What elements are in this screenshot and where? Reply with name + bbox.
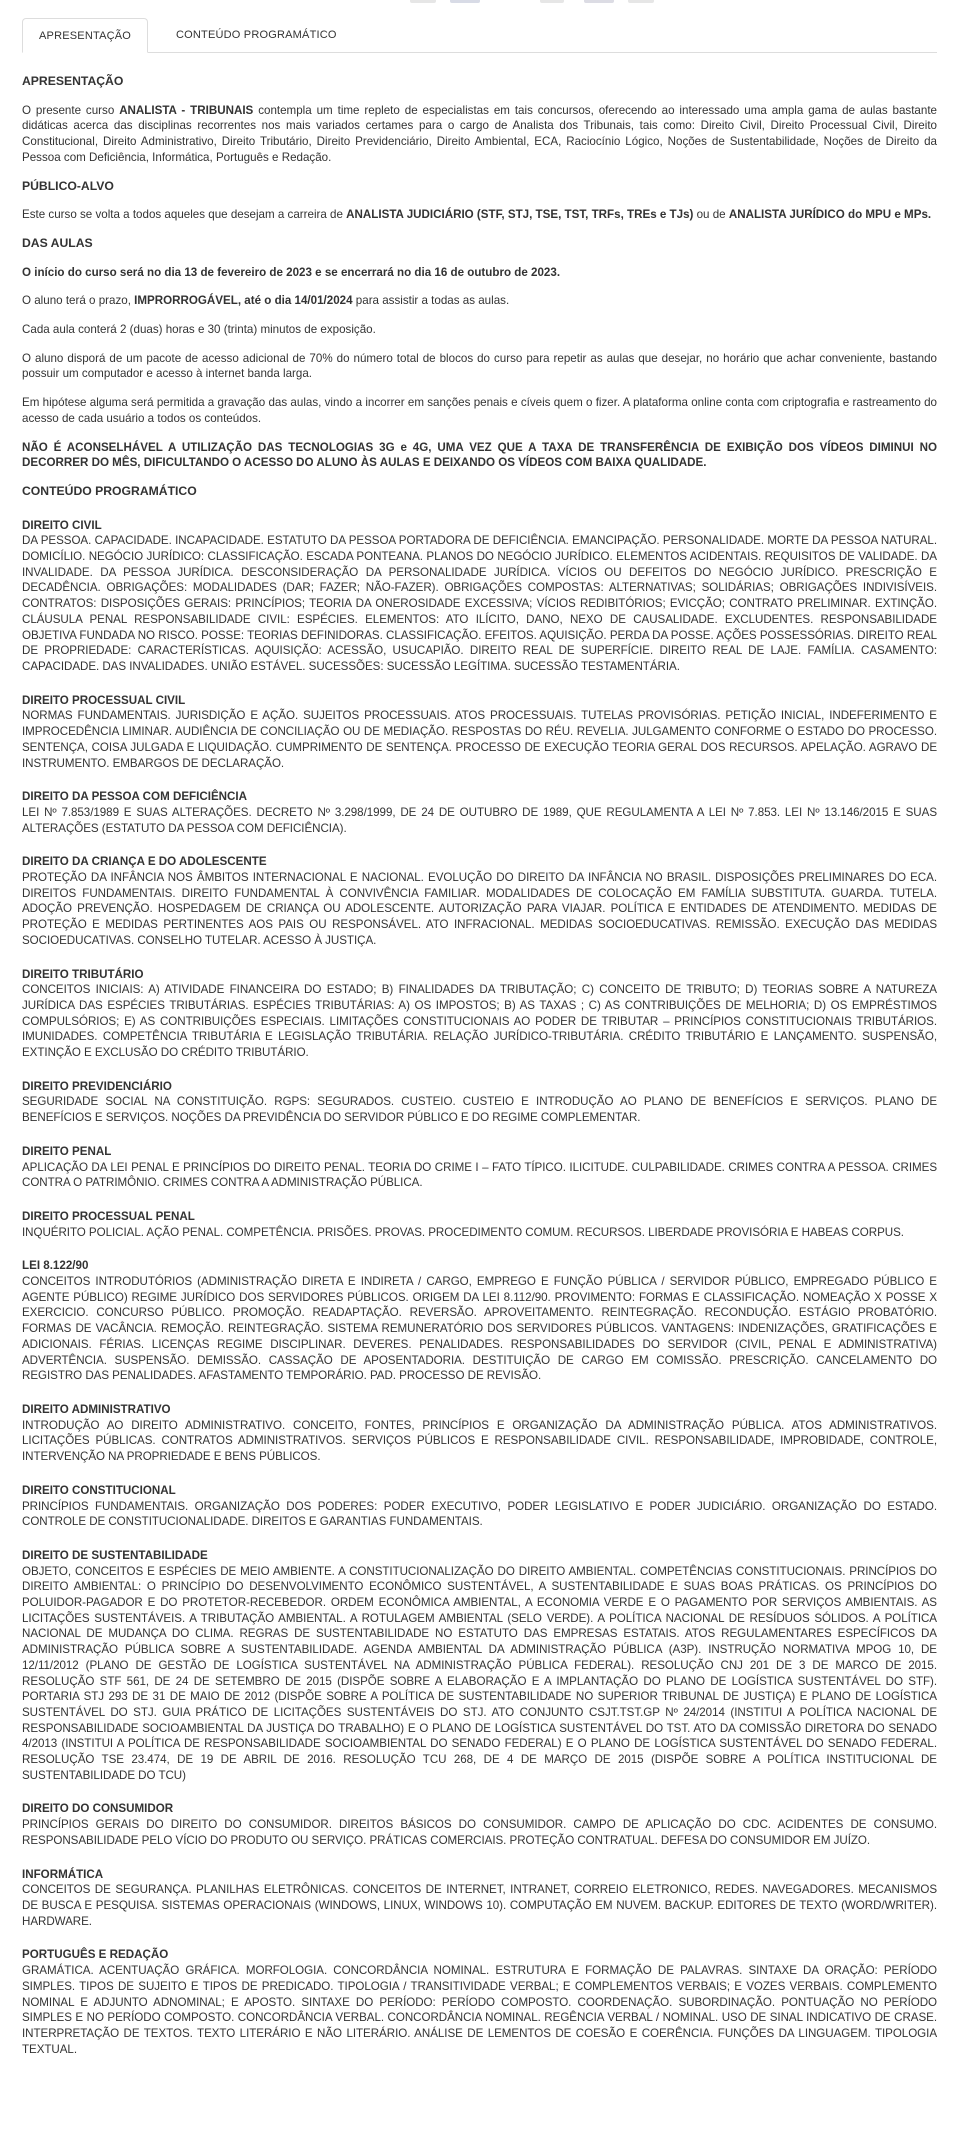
topic-body: OBJETO, CONCEITOS E ESPÉCIES DE MEIO AMBIENTE. A CONSTITUCIONALIZAÇÃO DO DIREITO AMBIENTAL. COMPETÊNCIAS CONSTITUCIONAIS. PRINCÍPIOS DO DIREITO AMBIENTAL: O PRINCÍPIO DO DESENVOLVIMENTO ECONÔMICO SUSTENTÁVEL, A SUSTENTABILIDADE E SUAS BOAS PRÁTICAS. OS PRINCÍPIOS DO POLUIDOR-PAGADOR E DO PROTETOR-RECEBEDOR. ORDEM ECONÔMICA AMBIENTAL, A ECONOMIA VERDE E O PAGAMENTO POR SERVIÇOS AMBIENTAIS. AS LICITAÇÕES SUSTENTÁVEIS. A TRIBUTAÇÃO AMBIENTAL. A ROTULAGEM AMBIENTAL (SELO VERDE). A POLÍTICA NACIONAL DE RESÍDUOS SÓLIDOS. A POLÍTICA NACIONAL DE MUDANÇA DO CLIMA. REGRAS DE SUSTENTABILIDADE NO ESTATUTO DAS EMPRESAS ESTATAIS. ATOS REGULAMENTARES ESPECÍFICOS DA ADMINISTRAÇÃO PÚBLICA SOBRE A SUSTENTABILIDADE. AGENDA AMBIENTAL DA ADMINISTRAÇÃO PÚBLICA (A3P). INSTRUÇÃO NORMATIVA MPOG 10, DE 12/11/2012 (PLANO DE GESTÃO DE LOGÍSTICA SUSTENTÁVEL NA ADMINISTRAÇÃO PÚBLICA FEDERAL). RESOLUÇÃO CNJ 201 DE 3 DE MARCO DE 2015. RESOLUÇÃO STF 561, DE 24 DE SETEMBRO DE 2015 (DISPÕE SOBRE A ELABORAÇÃO E A IMPLANTAÇÃO DO PLANO DE LOGÍSTICA SUSTENTÁVEL DO STF). PORTARIA STJ 293 DE 31 DE MAIO DE 2012 (DISPÕE SOBRE A POLÍTICA DE SUSTENTABILIDADE NO SUPERIOR TRIBUNAL DE JUSTIÇA) E PLANO DE LOGÍSTICA SUSTENTÁVEL DO STJ. GUIA PRÁTICO DE LICITAÇÕES SUSTENTÁVEIS DO STJ. ATO CONJUNTO CSJT.TST.GP Nº 24/2014 (INSTITUI A POLÍTICA NACIONAL DE RESPONSABILIDADE SOCIOAMBIENTAL DA JUSTIÇA DO TRABALHO) E O PLANO DE LOGÍSTICA SUSTENTÁVEL DO TST. ATO DA COMISSÃO DIRETORA DO SENADO 4/2013 (INSTITUI A POLÍTICA DE RESPONSABILIDADE SOCIOAMBIENTAL DO SENADO FEDERAL) E O PLANO DE LOGÍSTICA SUSTENTÁVEL DO SENADO FEDERAL. RESOLUÇÃO TSE 23.474, DE 19 DE ABRIL DE 2016. RESOLUÇÃO TCU 268, DE 4 DE MARÇO DE 2015 (DISPÕE SOBRE A POLÍTICA INSTITUCIONAL DE SUSTENTABILIDADE DO TCU) <box>22 1564 937 1782</box>
topic-item <box>22 1402 937 1465</box>
deadline-date: IMPRORROGÁVEL, até o dia 14/01/2024 <box>134 294 353 308</box>
topic-title: DIREITO ADMINISTRATIVO <box>22 1403 171 1416</box>
network-warning-text: NÃO É ACONSELHÁVEL A UTILIZAÇÃO DAS TECNOLOGIAS 3G e 4G, UMA VEZ QUE A TAXA DE TRANSFERÊNCIA DE EXIBIÇÃO DOS VÍDEOS DIMINUI NO DECORRER DO MÊS, DIFICULTANDO O ACESSO DO ALUNO ÀS AULAS E DEIXANDO OS VÍDEOS COM BAIXA QUALIDADE. <box>22 440 937 470</box>
decor-bar <box>410 0 436 3</box>
topic-title: DIREITO CIVIL <box>22 518 102 532</box>
topic-item <box>22 854 937 948</box>
decor-bar <box>584 0 614 3</box>
topic-item <box>22 693 937 772</box>
course-name: ANALISTA - TRIBUNAIS <box>119 103 254 117</box>
text-run: O aluno terá o prazo, <box>22 294 135 308</box>
topic-title: DIREITO PROCESSUAL PENAL <box>22 1209 195 1223</box>
topic-item <box>22 1801 937 1848</box>
tab-apresentacao[interactable]: APRESENTAÇÃO <box>22 18 148 53</box>
topic-title: DIREITO DA CRIANÇA E DO ADOLESCENTE <box>22 855 267 869</box>
topic-body: APLICAÇÃO DA LEI PENAL E PRINCÍPIOS DO DIREITO PENAL. TEORIA DO CRIME I – FATO TÍPICO. ILICITUDE. CULPABILIDADE. CRIMES CONTRA A PESSOA. CRIMES CONTRA O PATRIMÔNIO. CRIMES CONTRA A ADMINISTRAÇÃO PÚBLICA. <box>22 1160 937 1190</box>
topic-item <box>22 1867 937 1930</box>
topic-title: DIREITO PROCESSUAL CIVIL <box>22 693 186 707</box>
tab-conteudo-programatico[interactable]: CONTEÚDO PROGRAMÁTICO <box>176 29 337 41</box>
section-heading-apresentacao: APRESENTAÇÃO <box>22 74 124 88</box>
deadline-paragraph <box>22 293 937 309</box>
topic-item <box>22 789 937 836</box>
extra-access-paragraph: O aluno disporá de um pacote de acesso adicional de 70% do número total de blocos do curso para repetir as aulas que desejar, no horário que achar conveniente, bastando possuir um computador e acesso à internet banda larga. <box>22 351 937 381</box>
course-dates <box>22 265 937 281</box>
topic-title: DIREITO DA PESSOA COM DEFICIÊNCIA <box>22 790 248 804</box>
apresentacao-paragraph <box>22 103 937 166</box>
decor-bar <box>450 0 480 3</box>
topic-item <box>22 1079 937 1126</box>
topic-body: DA PESSOA. CAPACIDADE. INCAPACIDADE. ESTATUTO DA PESSOA PORTADORA DE DEFICIÊNCIA. EMANCIPAÇÃO. PERSONALIDADE. MORTE DA PESSOA NATURAL. DOMICÍLIO. NEGÓCIO JURÍDICO: CLASSIFICAÇÃO. ESCADA PONTEANA. PLANOS DO NEGÓCIO JURÍDICO. ELEMENTOS ACIDENTAIS. REQUISITOS DE VALIDADE. DA INVALIDADE. DA PESSOA JURÍDICA. DESCONSIDERAÇÃO DA PERSONALIDADE JURÍDICA. VÍCIOS OU DEFEITOS DO NEGÓCIO JURÍDICO. PRESCRIÇÃO E DECADÊNCIA. OBRIGAÇÕES: MODALIDADES (DAR; FAZER; NÃO-FAZER). OBRIGAÇÕES COMPOSTAS: ALTERNATIVAS; SOLIDÁRIAS; OBRIGAÇÕES INDIVISÍVEIS. CONTRATOS: DISPOSIÇÕES GERAIS: PRINCÍPIOS; TEORIA DA ONEROSIDADE EXCESSIVA; VÍCIOS REDIBITÓRIOS; EVICÇÃO; CONTRATO PRELIMINAR. EXTINÇÃO. CLÁUSULA PENAL RESPONSABILIDADE CIVIL: ESPÉCIES. ELEMENTOS: ATO ILÍCITO, DANO, NEXO DE CAUSALIDADE. EXCLUDENTES. RESPONSABILIDADE OBJETIVA FUNDADA NO RISCO. POSSE: TEORIAS DEFINIDORAS. CLASSIFICAÇÃO. EFEITOS. AQUISIÇÃO. PERDA DA POSSE. AÇÕES POSSESSÓRIAS. DIREITO REAL DE PROPRIEDADE: CARACTERÍSTICAS. AQUISIÇÃO: ACESSÃO, USUCAPIÃO. DIREITO REAL DE SUPERFÍCIE. DIREITO REAL DE LAJE. FAMÍLIA. CASAMENTO: CAPACIDADE. DAS INVALIDADES. UNIÃO ESTÁVEL. SUCESSÕES: SUCESSÃO LEGÍTIMA. SUCESSÃO TESTAMENTÁRIA. <box>22 534 937 673</box>
topic-body: CONCEITOS INICIAIS: A) ATIVIDADE FINANCEIRA DO ESTADO; B) FINALIDADES DA TRIBUTAÇÃO; C) CONCEITO DE TRIBUTO; D) TEORIAS SOBRE A NATUREZA JURÍDICA DAS ESPÉCIES TRIBUTÁRIAS. ESPÉCIES TRIBUTÁRIAS: A) OS IMPOSTOS; B) AS TAXAS ; C) AS CONTRIBUIÇÕES DE MELHORIA; D) OS EMPRÉSTIMOS COMPULSÓRIOS; E) AS CONTRIBUIÇÕES ESPECIAIS. LIMITAÇÕES CONSTITUCIONAIS AO PODER DE TRIBUTAR – PRINCÍPIOS CONSTITUCIONAIS TRIBUTÁRIOS. IMUNIDADES. COMPETÊNCIA TRIBUTÁRIA E LEGISLAÇÃO TRIBUTÁRIA. RELAÇÃO JURÍDICO-TRIBUTÁRIA. CRÉDITO TRIBUTÁRIO E LANÇAMENTO. SUSPENSÃO, EXTINÇÃO E EXCLUSÃO DO CRÉDITO TRIBUTÁRIO. <box>22 983 937 1060</box>
text-run: O presente curso <box>22 103 120 117</box>
topic-item <box>22 1947 937 2057</box>
topic-body: INQUÉRITO POLICIAL. AÇÃO PENAL. COMPETÊNCIA. PRISÕES. PROVAS. PROCEDIMENTO COMUM. RECURSOS. LIBERDADE PROVISÓRIA E HABEAS CORPUS. <box>22 1225 904 1239</box>
network-warning <box>22 440 937 471</box>
topic-body: CONCEITOS DE SEGURANÇA. PLANILHAS ELETRÔNICAS. CONCEITOS DE INTERNET, INTRANET, CORREIO ELETRONICO, REDES. NAVEGADORES. MECANISMOS DE BUSCA E PESQUISA. SISTEMAS OPERACIONAIS (WINDOWS, LINUX, WINDOWS 10). COMPUTAÇÃO EM NUVEM. BACKUP. EDITORES DE TEXTO (WORD/WRITER). HARDWARE. <box>22 1883 937 1928</box>
topic-body: PRINCÍPIOS GERAIS DO DIREITO DO CONSUMIDOR. DIREITOS BÁSICOS DO CONSUMIDOR. CAMPO DE APLICAÇÃO DO CDC. ACIDENTES DE CONSUMO. RESPONSABILIDADE PELO VÍCIO DO PRODUTO OU SERVIÇO. PRÁTICAS COMERCIAIS. PROTEÇÃO CONTRATUAL. DEFESA DO CONSUMIDOR EM JUÍZO. <box>22 1818 937 1847</box>
topic-title: DIREITO PREVIDENCIÁRIO <box>22 1079 172 1093</box>
top-decoration <box>0 0 959 6</box>
career-analista-judiciario: ANALISTA JUDICIÁRIO (STF, STJ, TSE, TST, TRFs, TREs e TJs) <box>346 208 694 222</box>
topic-item <box>22 1258 937 1384</box>
topic-item <box>22 1483 937 1530</box>
decor-bar <box>540 0 564 3</box>
topic-list <box>22 518 937 2058</box>
course-dates-text: O início do curso será no dia 13 de fevereiro de 2023 e se encerrará no dia 16 de outubro de 2023. <box>22 265 561 279</box>
topic-body: NORMAS FUNDAMENTAIS. JURISDIÇÃO E AÇÃO. SUJEITOS PROCESSUAIS. ATOS PROCESSUAIS. TUTELAS PROVISÓRIAS. PETIÇÃO INICIAL, INDEFERIMENTO E IMPROCEDÊNCIA LIMINAR. AUDIÊNCIA DE CONCILIAÇÃO OU DE MEDIAÇÃO. RESPOSTAS DO RÉU. REVELIA. JULGAMENTO CONFORME O ESTADO DO PROCESSO. SENTENÇA, COISA JULGADA E LIQUIDAÇÃO. CUMPRIMENTO DE SENTENÇA. PROCESSO DE EXECUÇÃO TEORIA GERAL DOS RECURSOS. APELAÇÃO. AGRAVO DE INSTRUMENTO. EMBARGOS DE DECLARAÇÃO. <box>22 709 937 770</box>
text-run: Este curso se volta a todos aqueles que desejam a carreira de <box>22 208 347 222</box>
topic-title: DIREITO CONSTITUCIONAL <box>22 1483 176 1497</box>
topic-body: INTRODUÇÃO AO DIREITO ADMINISTRATIVO. CONCEITO, FONTES, PRINCÍPIOS E ORGANIZAÇÃO DA ADMINISTRAÇÃO PÚBLICA. ATOS ADMINISTRATIVOS. LICITAÇÕES PÚBLICAS. CONTRATOS ADMINISTRATIVOS. SERVIÇOS PÚBLICOS E RESPONSABILIDADE CIVIL. RESPONSABILIDADE, IMPROBIDADE, CONTROLE, INTERVENÇÃO NA PROPRIEDADE E BENS PÚBLICOS. <box>22 1418 937 1464</box>
topic-item <box>22 1209 937 1240</box>
topic-item <box>22 967 937 1061</box>
topic-body: LEI Nº 7.853/1989 E SUAS ALTERAÇÕES. DECRETO Nº 3.298/1999, DE 24 DE OUTUBRO DE 1989, QUE REGULAMENTA A LEI Nº 7.853. LEI Nº 13.146/2015 E SUAS ALTERAÇÕES (ESTATUTO DA PESSOA COM DEFICIÊNCIA). <box>22 805 937 835</box>
section-heading-das-aulas: DAS AULAS <box>22 235 93 250</box>
text-run: ou de <box>693 208 729 222</box>
class-duration: Cada aula conterá 2 (duas) horas e 30 (trinta) minutos de exposição. <box>22 323 376 337</box>
topic-item <box>22 1548 937 1784</box>
topic-title: DIREITO DE SUSTENTABILIDADE <box>22 1548 208 1562</box>
topic-item <box>22 1144 937 1191</box>
topic-title: INFORMÁTICA <box>22 1867 104 1881</box>
decor-bar <box>628 0 654 3</box>
topic-body: PRINCÍPIOS FUNDAMENTAIS. ORGANIZAÇÃO DOS PODERES: PODER EXECUTIVO, PODER LEGISLATIVO E PODER JUDICIÁRIO. ORGANIZAÇÃO DO ESTADO. CONTROLE DE CONSTITUCIONALIDADE. DIREITOS E GARANTIAS FUNDAMENTAIS. <box>22 1499 937 1529</box>
topic-body: SEGURIDADE SOCIAL NA CONSTITUIÇÃO. RGPS: SEGURADOS. CUSTEIO. CUSTEIO E INTRODUÇÃO AO PLANO DE BENEFÍCIOS E SERVIÇOS. PLANO DE BENEFÍCIOS E SERVIÇOS. NOÇÕES DA PREVIDÊNCIA DO SERVIDOR PÚBLICO E DO REGIME COMPLEMENTAR. <box>22 1095 937 1125</box>
topic-title: PORTUGUÊS E REDAÇÃO <box>22 1948 169 1962</box>
career-analista-juridico: ANALISTA JURÍDICO do MPU e MPs. <box>728 208 932 222</box>
tab-bar <box>22 18 937 53</box>
topic-body: CONCEITOS INTRODUTÓRIOS (ADMINISTRAÇÃO DIRETA E INDIRETA / CARGO, EMPREGO E FUNÇÃO PÚBLICA / SERVIDOR PÚBLICO, EMPREGADO PÚBLICO E AGENTE PÚBLICO) REGIME JURÍDICO DOS SERVIDORES PÚBLICOS. ORIGEM DA LEI 8.112/90. PROVIMENTO: FORMAS E CLASSIFICAÇÃO. NOMEAÇÃO X POSSE X EXERCICIO. CONCURSO PÚBLICO. PROMOÇÃO. READAPTAÇÃO. REVERSÃO. APROVEITAMENTO. REINTEGRAÇÃO. RECONDUÇÃO. ESTÁGIO PROBATÓRIO. FORMAS DE VACÂNCIA. REMOÇÃO. REINTEGRAÇÃO. SISTEMA REMUNERATÓRIO DOS SERVIDORES PÚBLICOS. VANTAGENS: INDENIZAÇÕES, GRATIFICAÇÕES E ADICIONAIS. FÉRIAS. LICENÇAS REGIME DISCIPLINAR. DEVERES. PENALIDADES. RESPONSABILIDADES DO SERVIDOR (CIVIL, PENAL E ADMINISTRATIVA) ADVERTÊNCIA. SUSPENSÃO. DEMISSÃO. CASSAÇÃO DE APOSENTADORIA. DESTITUIÇÃO DE CARGO EM COMISSÃO. PRESCRIÇÃO. CANCELAMENTO DO REGISTRO DAS PENALIDADES. AFASTAMENTO TEMPORÁRIO. PAD. PROCESSO DE REVISÃO. <box>22 1275 937 1383</box>
section-heading-conteudo-programatico: CONTEÚDO PROGRAMÁTICO <box>22 483 197 498</box>
topic-body: PROTEÇÃO DA INFÂNCIA NOS ÂMBITOS INTERNACIONAL E NACIONAL. EVOLUÇÃO DO DIREITO DA INFÂNCIA NO BRASIL. DISPOSIÇÕES PRELIMINARES DO ECA. DIREITOS FUNDAMENTAIS. DIREITO FUNDAMENTAL À CONVIVÊNCIA FAMILIAR. MODALIDADES DE COLOCAÇÃO EM FAMÍLIA SUBSTITUTA. GUARDA. TUTELA. ADOÇÃO PREVENÇÃO. HOSPEDAGEM DE CRIANÇA OU ADOLESCENTE. AUTORIZAÇÃO PARA VIAJAR. POLÍTICA E ENTIDADES DE ATENDIMENTO. MEDIDAS DE PROTEÇÃO E MEDIDAS PERTINENTES AOS PAIS OU RESPONSÁVEL. ATO INFRACIONAL. MEDIDAS SOCIOEDUCATIVAS. REMISSÃO. EXECUÇÃO DAS MEDIDAS SOCIOEDUCATIVAS. CONSELHO TUTELAR. ACESSO À JUSTIÇA. <box>22 871 937 947</box>
recording-policy-paragraph: Em hipótese alguma será permitida a gravação das aulas, vindo a incorrer em sanções penais e cíveis quem o fizer. A plataforma online conta com criptografia e rastreamento do acesso de cada usuário a todos os conteúdos. <box>22 396 937 425</box>
text-run: contempla um time repleto de especialistas em tais concursos, oferecendo ao interessado uma ampla gama de aulas bastante didáticas acerca das disciplinas recorrentes nos mais variados certames para o cargo de Analista dos Tribunais, tais como: Direito Civil, Direito Processual Civil, Direito Constitucional, Direito Administrativo, Direito Tributário, Direito Previdenciário, Direito Ambiental, ECA, Raciocínio Lógico, Noções de Sustentabilidade, Noções de Direito da Pessoa com Deficiência, Informática, Português e Redação. <box>22 103 937 164</box>
publico-alvo-paragraph <box>22 207 937 223</box>
topic-title: DIREITO TRIBUTÁRIO <box>22 967 144 981</box>
topic-title: DIREITO PENAL <box>22 1144 112 1158</box>
topic-title: DIREITO DO CONSUMIDOR <box>22 1802 174 1816</box>
section-heading-publico-alvo: PÚBLICO-ALVO <box>22 178 114 193</box>
text-run: para assistir a todas as aulas. <box>352 294 510 308</box>
tab-content <box>22 74 937 2057</box>
topic-body: GRAMÁTICA. ACENTUAÇÃO GRÁFICA. MORFOLOGIA. CONCORDÂNCIA NOMINAL. ESTRUTURA E FORMAÇÃO DE PALAVRAS. SINTAXE DA ORAÇÃO: PERÍODO SIMPLES. TIPOS DE SUJEITO E TIPOS DE PREDICADO. TIPOLOGIA / TRANSITIVIDADE VERBAL; E COMPLEMENTOS VERBAIS; E VOZES VERBAIS. COMPLEMENTO NOMINAL E ADJUNTO ADNOMINAL; E APOSTO. SINTAXE DO PERÍODO: PERÍODO COMPOSTO. COORDENAÇÃO. SUBORDINAÇÃO. PONTUAÇÃO NO PERÍODO SIMPLES E NO PERÍODO COMPOSTO. CONCORDÂNCIA VERBAL. CONCORDÂNCIA NOMINAL. REGÊNCIA VERBAL / NOMINAL. USO DE SINAL INDICATIVO DE CRASE. INTERPRETAÇÃO DE TEXTOS. TEXTO LITERÁRIO E NÃO LITERÁRIO. ANÁLISE DE LEMENTOS DE COESÃO E COERÊNCIA. FUNÇÕES DA LINGUAGEM. TIPOLOGIA TEXTUAL. <box>22 1964 937 2056</box>
topic-title: LEI 8.122/90 <box>22 1259 89 1273</box>
topic-item <box>22 518 937 675</box>
